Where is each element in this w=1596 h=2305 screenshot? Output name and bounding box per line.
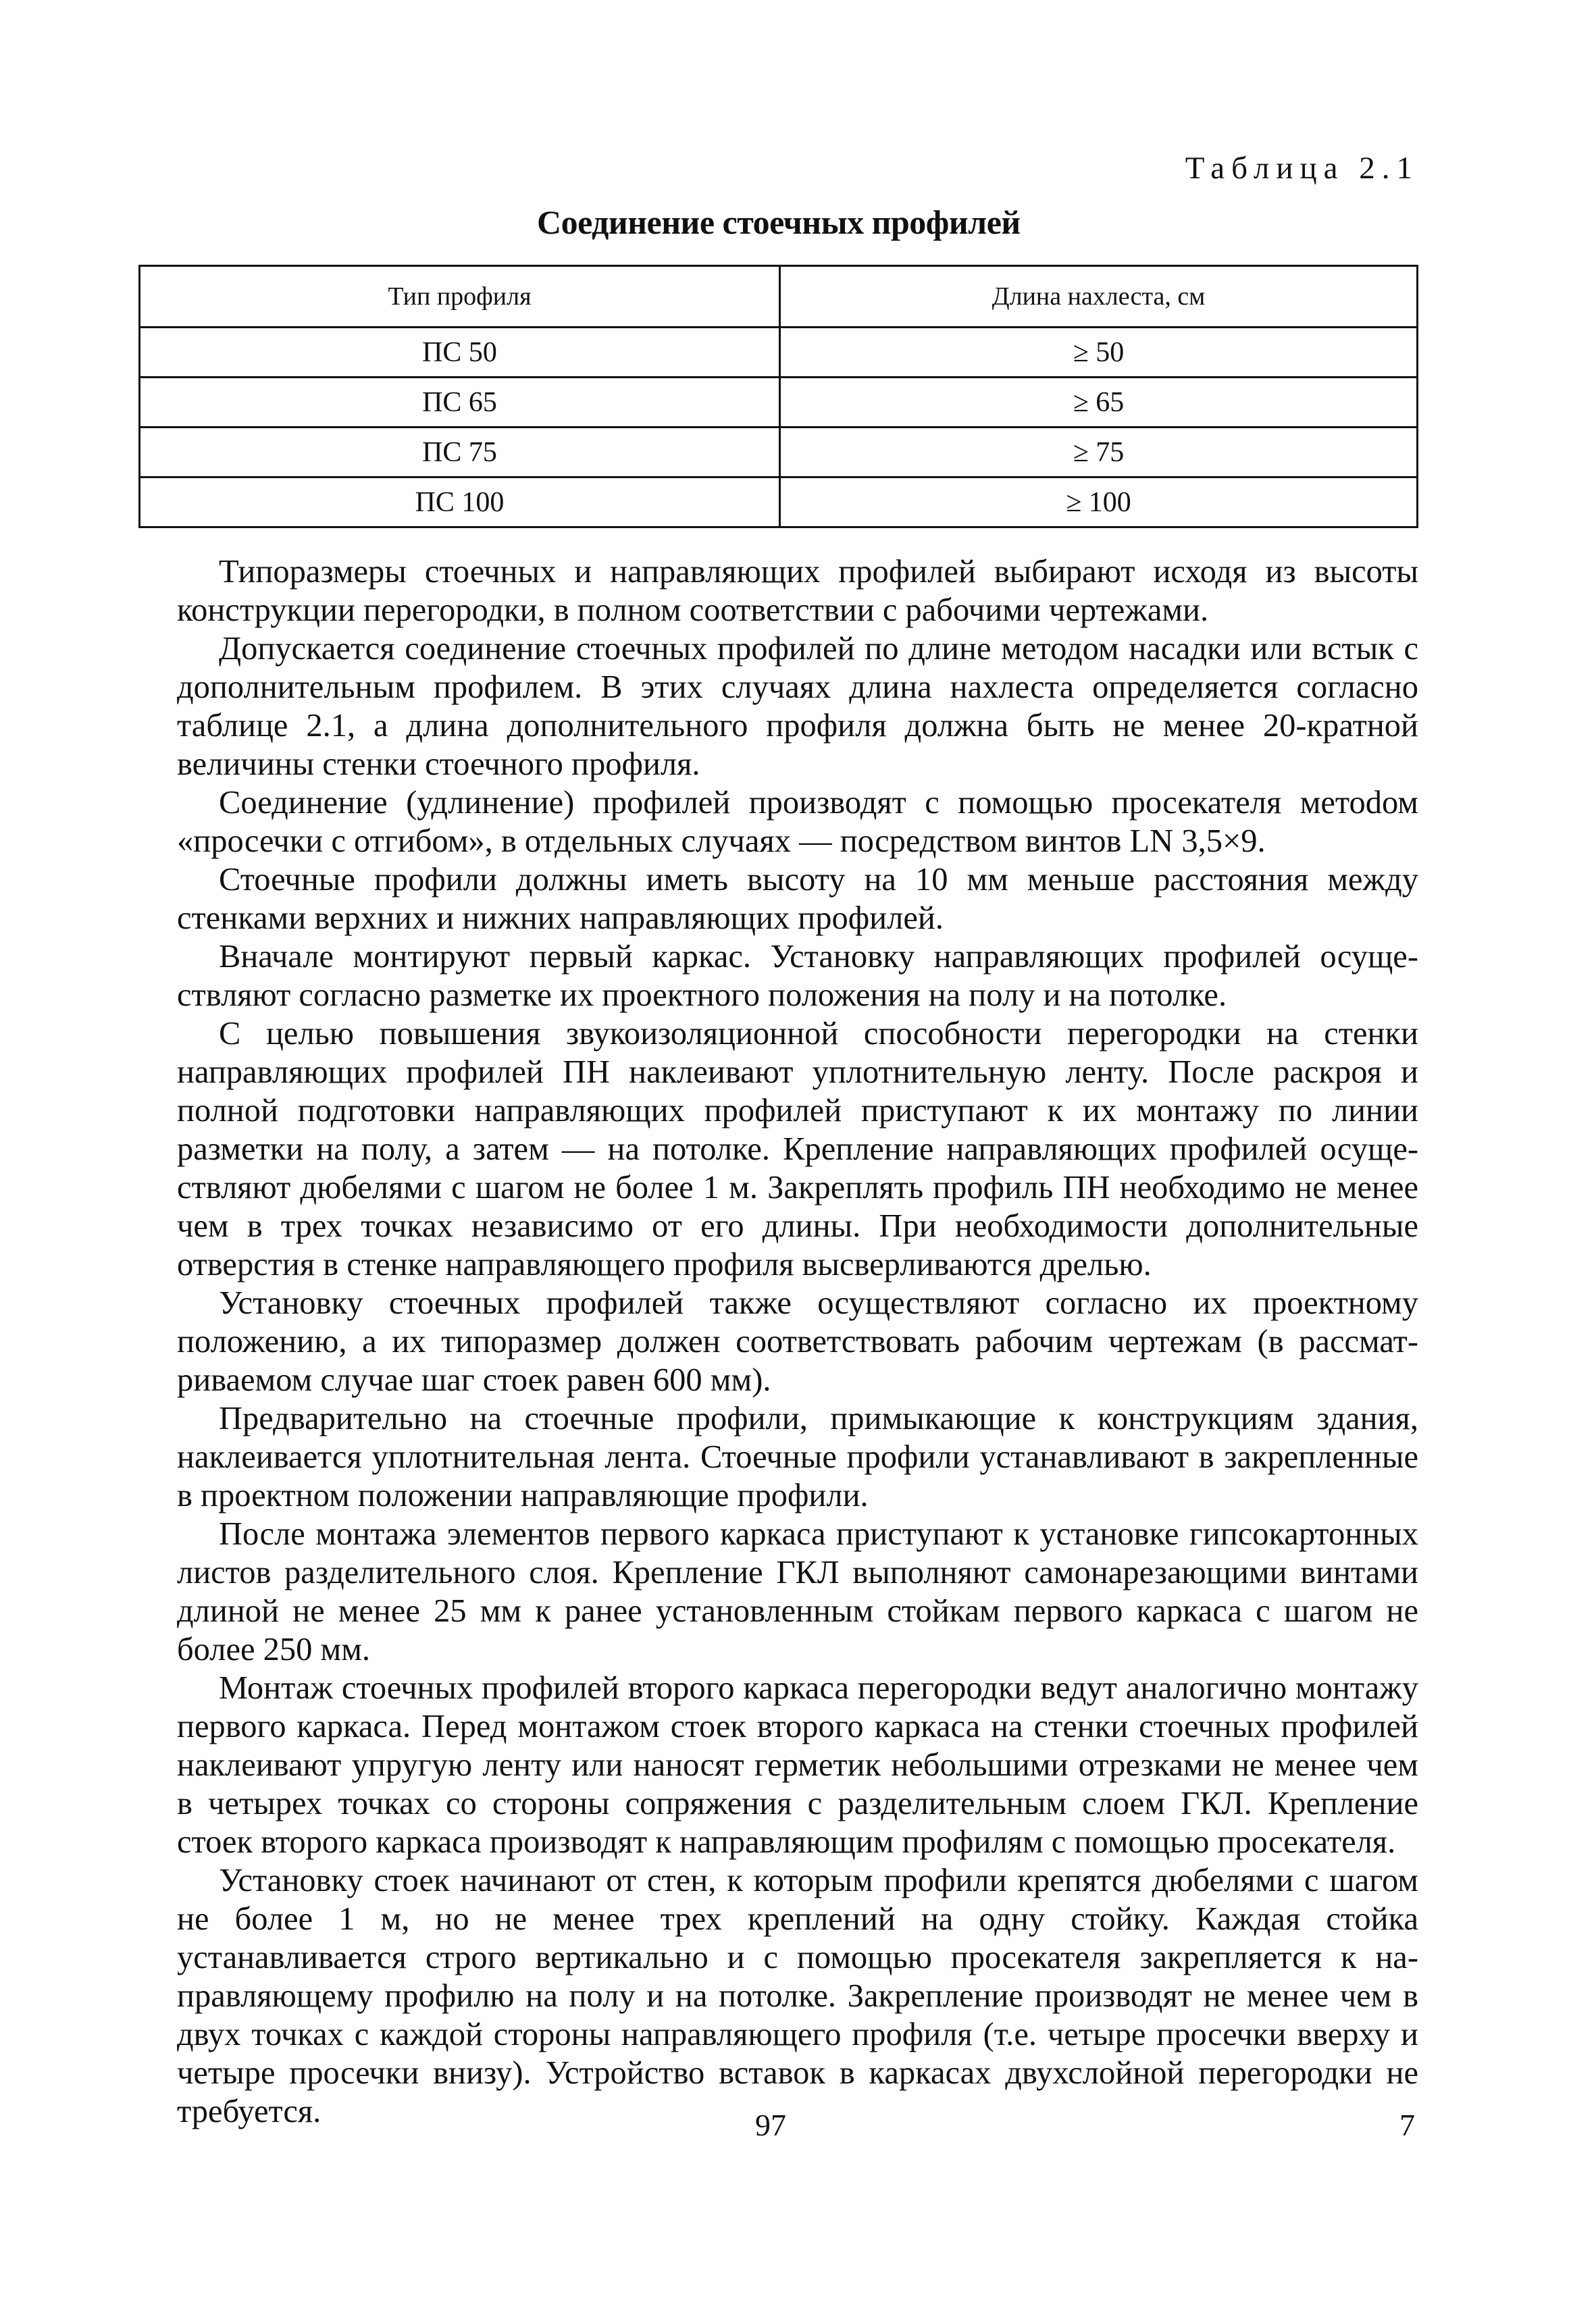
paragraph: Монтаж стоечных профилей второго каркаса перегородки ведут аналогично монтажу первого каркаса. Перед монтажом стоек второго каркаса на стенки стоечных профилей наклеивают упругую ленту или наносят герметик небольшими отрезками не менее чем в четырех точках со стороны сопряжения с разделительным слоем ГКЛ. Крепление стоек второго каркаса производят к направляющим профилям с помощью просекателя. <box>177 1670 1418 1860</box>
sheet-number: 7 <box>1399 2108 1415 2142</box>
profile-type-cell: ПС 50 <box>140 328 780 378</box>
paragraph: С целью повышения звукоизоляционной способности перегородки на стенки направляющих профилей ПН наклеивают уплотнительную ленту. После раскроя и полной подготовки направляющих профилей приступают к их монтажу по линии разметки на полу, а затем — на потолке. Крепление направляющих профилей осуществляют дюбелями с шагом не более 1 м. Закреплять профиль ПН необходимо не менее чем в трех точках независимо от его длины. При необходимости дополнительные отверстия в стенке направляющего профиля высверливаются дрелью. <box>177 1016 1418 1283</box>
table-title: Соединение стоечных профилей <box>537 203 1021 241</box>
header-overlap-length: Длина нахлеста, см <box>780 266 1418 328</box>
paragraph: Установку стоечных профилей также осуществляют согласно их проектному положению, а их типоразмер должен соответствовать рабочим чертежам (в рассматриваемом случае шаг стоек равен 600 мм). <box>177 1285 1418 1398</box>
overlap-length-cell: ≥ 100 <box>780 477 1418 527</box>
overlap-length-cell: ≥ 50 <box>780 328 1418 378</box>
body-text <box>177 552 1418 2131</box>
table-row <box>140 378 1418 428</box>
header-profile-type: Тип профиля <box>140 266 780 328</box>
paragraph: Предварительно на стоечные профили, примыкающие к конструкциям здания, наклеивается уплотнительная лента. Стоечные профили устанавливают в закрепленные в проектном положении направляющие профили. <box>177 1401 1418 1513</box>
profile-type-cell: ПС 65 <box>140 378 780 428</box>
paragraph: Вначале монтируют первый каркас. Установку направляющих профилей осуществляют согласно разметке их проектного положения на полу и на потолке. <box>177 939 1418 1013</box>
table-row <box>140 328 1418 378</box>
paragraph: Установку стоек начинают от стен, к которым профили крепятся дюбелями с шагом не более 1 м, но не менее трех креплений на одну стойку. Каждая стойка устанавливается строго вертикально и с помощью просекателя закрепляется к направляющему профилю на полу и на потолке. Закрепление производят не менее чем в двух точках с каждой стороны направляющего профиля (т.е. четыре просечки вверху и четыре просечки внизу). Устройство вставок в каркасах двухслойной перегородки не требуется. <box>177 1863 1418 2129</box>
overlap-length-cell: ≥ 65 <box>780 378 1418 428</box>
table-header-row <box>140 266 1418 328</box>
table-row <box>140 428 1418 477</box>
paragraph: После монтажа элементов первого каркаса приступают к установке гипсокартонных листов разделительного слоя. Крепление ГКЛ выполняют самонарезающими винтами длиной не менее 25 мм к ранее установленным стойкам первого каркаса с шагом не более 250 мм. <box>177 1516 1418 1667</box>
paragraph: Допускается соединение стоечных профилей по длине методом насадки или встык с дополнительным профилем. В этих случаях длина нахлеста определяется согласно таблице 2.1, а длина дополнительного профиля должна быть не менее 20-кратной величины стенки стоечного профиля. <box>177 631 1418 782</box>
table-label: Таблица 2.1 <box>1185 151 1419 186</box>
paragraph: Стоечные профили должны иметь высоту на 10 мм меньше расстояния между стенками верхних и нижних направляющих профилей. <box>177 862 1418 936</box>
table-row <box>140 477 1418 527</box>
profile-type-cell: ПС 100 <box>140 477 780 527</box>
overlap-length-cell: ≥ 75 <box>780 428 1418 477</box>
page-number: 97 <box>755 2108 786 2142</box>
overlap-table <box>138 265 1418 528</box>
profile-type-cell: ПС 75 <box>140 428 780 477</box>
paragraph: Типоразмеры стоечных и направляющих профилей выбирают исходя из высоты конструкции перегородки, в полном соответствии с рабочими чертежами. <box>177 554 1418 628</box>
paragraph: Соединение (удлинение) профилей производят с помощью просекателя метоdом «просечки с отгибом», в отдельных случаях — посредством винтов LN 3,5×9. <box>177 785 1418 859</box>
